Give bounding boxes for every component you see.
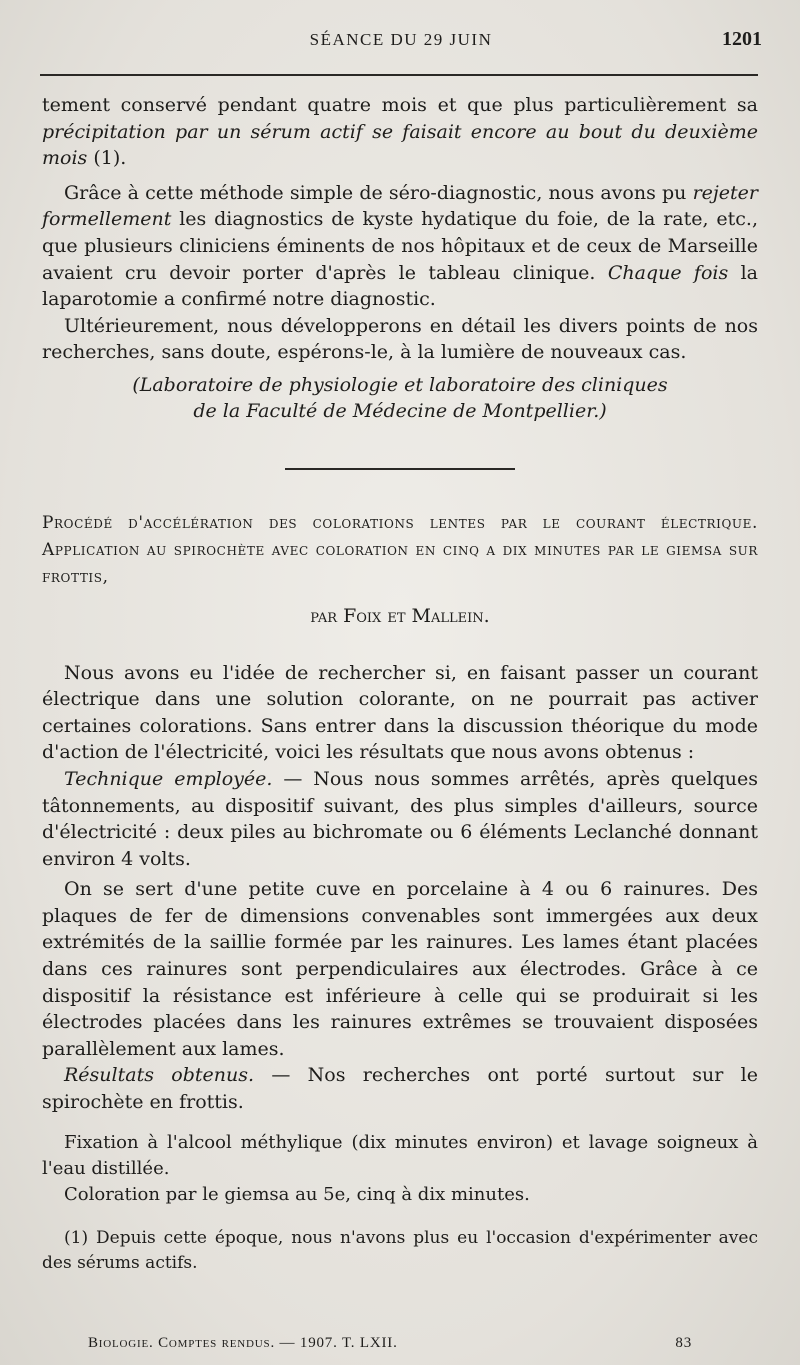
- paragraph-serodiagnostic: [42, 180, 758, 313]
- page-footer: [88, 1335, 740, 1359]
- text: — Nous nous sommes arrêtés, après quelques tâtonnements, au dispositif suivant, des plus simples d'ailleurs, source d'électricité : deux piles au bichromate ou 6 éléments Leclanché donnant environ 4 volts.: [42, 767, 758, 870]
- text: les diagnostics de kyste hydatique du foie, de la rate, etc., que plusieurs cliniciens éminents de nos hôpitaux et de ceux de Marseille avaient cru devoir porter d'après le tableau clinique.: [42, 208, 758, 284]
- paragraph-intro: Nous avons eu l'idée de rechercher si, en faisant passer un courant électrique dans une solution colorante, on ne pourrait pas activer certaines colorations. Sans entrer dans la discussion théorique du mode d'action de l'électricité, voici les résultats que nous avons obtenus :: [42, 661, 758, 764]
- paragraph-continuation: [42, 92, 758, 172]
- paragraph-technique: [42, 766, 758, 872]
- text: la laparotomie a confirmé notre diagnostic.: [42, 261, 758, 311]
- signature-mark: 83: [675, 1335, 692, 1351]
- header-rule: [40, 74, 758, 76]
- italic-text: précipitation par un sérum actif se faisait encore au bout du deuxième mois: [42, 120, 758, 170]
- paragraph-ulterieurement: Ultérieurement, nous développerons en détail les divers points de nos recherches, sans doute, espérons-le, à la lumière de nouveaux cas.: [42, 314, 758, 364]
- footnote: (1) Depuis cette époque, nous n'avons plus eu l'occasion d'expérimenter avec des sérums actifs.: [42, 1227, 758, 1273]
- text: (1).: [87, 147, 127, 170]
- journal-reference: Biologie. Comptes rendus. — 1907. T. LXII.: [88, 1335, 398, 1351]
- running-title: SÉANCE DU 29 JUIN: [309, 30, 493, 49]
- article-authors: par Foix et Mallein.: [310, 604, 490, 627]
- italic-text: rejeter formellement: [42, 181, 758, 231]
- text: tement conservé pendant quatre mois et que plus particulièrement sa: [42, 94, 758, 116]
- page-number: 1201: [722, 28, 762, 50]
- text: Grâce à cette méthode simple de séro-diagnostic, nous avons pu: [64, 181, 693, 204]
- running-head: [40, 30, 762, 60]
- paragraph-fixation: Fixation à l'alcool méthylique (dix minutes environ) et lavage soigneux à l'eau distillée.: [42, 1131, 758, 1179]
- italic-heading: Technique employée.: [64, 767, 273, 790]
- signoff-line: de la Faculté de Médecine de Montpellier.): [193, 399, 607, 422]
- laboratory-signoff: [42, 372, 758, 424]
- paragraph-coloration: Coloration par le giemsa au 5e, cinq à dix minutes.: [64, 1183, 530, 1205]
- section-divider: [285, 468, 515, 470]
- paragraph-cuve: On se sert d'une petite cuve en porcelaine à 4 ou 6 rainures. Des plaques de fer de dimensions convenables sont immergées aux deux extrémités de la saillie formée par les rainures. Les lames étant placées dans ces rainures sont perpendiculaires aux électrodes. Grâce à ce dispositif la résistance est inférieure à celle qui se produirait si les électrodes placées dans les rainures extrêmes se trouvaient disposées parallèlement aux lames.: [42, 878, 758, 1060]
- text: — Nos recherches ont porté surtout sur le spirochète en frottis.: [42, 1064, 758, 1114]
- article-title: Procédé d'accélération des colorations lentes par le courant électrique. Application au spirochète avec coloration en cinq a dix minutes par le giemsa sur frottis,: [42, 512, 758, 587]
- italic-text: Chaque fois: [607, 261, 729, 284]
- signoff-line: (Laboratoire de physiologie et laboratoire des cliniques: [132, 373, 668, 396]
- paragraph-resultats: [42, 1062, 758, 1115]
- page-body: [42, 92, 758, 1276]
- italic-heading: Résultats obtenus.: [64, 1064, 255, 1087]
